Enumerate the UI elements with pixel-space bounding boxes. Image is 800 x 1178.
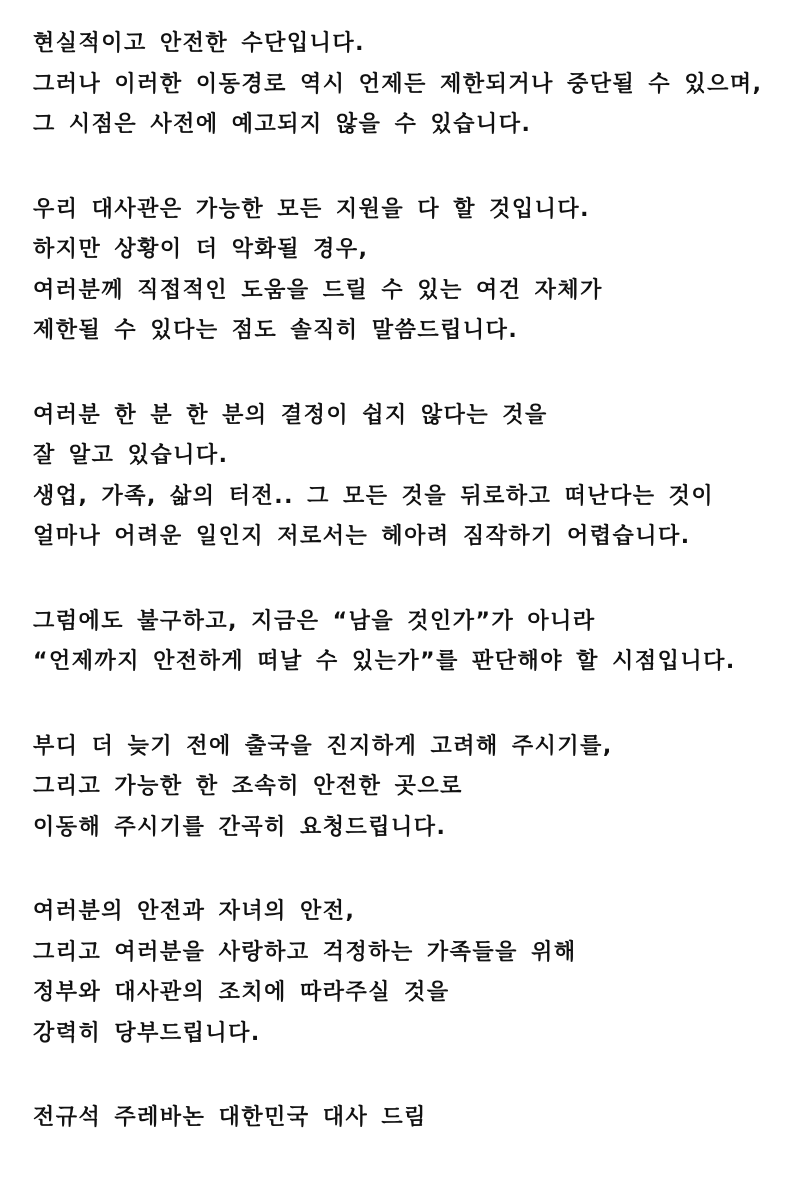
paragraph-1 <box>33 24 783 146</box>
text-line: 하지만 상황이 더 악화될 경우, <box>33 237 369 262</box>
text-line: 얼마나 어려운 일인지 저로서는 헤아려 짐작하기 어렵습니다. <box>33 524 691 549</box>
text-line: 이동해 주시기를 간곡히 요청드립니다. <box>33 814 447 840</box>
text-line: 여러분의 안전과 자녀의 안전, <box>33 899 356 924</box>
text-line: “언제까지 안전하게 떠날 수 있는가”를 판단해야 할 시점입니다. <box>33 649 736 674</box>
paragraph-4 <box>33 602 783 683</box>
text-line: 그럼에도 불구하고, 지금은 “남을 것인가”가 아니라 <box>33 608 596 634</box>
text-line: 부디 더 늦기 전에 출국을 진지하게 고려해 주시기를, <box>33 733 613 759</box>
text-line: 정부와 대사관의 조치에 따라주실 것을 <box>33 980 450 1005</box>
paragraph-5 <box>33 727 783 849</box>
paragraph-6 <box>33 892 783 1054</box>
text-line: 여러분 한 분 한 분의 결정이 쉽지 않다는 것을 <box>33 402 548 428</box>
signature-line: 전규석 주레바논 대한민국 대사 드림 <box>33 1105 427 1130</box>
paragraph-3 <box>33 396 783 558</box>
text-line: 강력히 당부드립니다. <box>33 1020 261 1046</box>
text-line: 현실적이고 안전한 수단입니다. <box>33 31 365 56</box>
text-line: 우리 대사관은 가능한 모든 지원을 다 할 것입니다. <box>33 196 591 222</box>
paragraph-2 <box>33 190 783 352</box>
text-line: 여러분께 직접적인 도움을 드릴 수 있는 여건 자체가 <box>33 277 603 303</box>
text-line: 그리고 가능한 한 조속히 안전한 곳으로 <box>33 774 463 799</box>
text-line: 그 시점은 사전에 예고되지 않을 수 있습니다. <box>33 112 532 137</box>
text-line: 잘 알고 있습니다. <box>33 443 229 468</box>
text-line: 그러나 이러한 이동경로 역시 언제든 제한되거나 중단될 수 있으며, <box>33 71 763 97</box>
text-line: 생업, 가족, 삶의 터전.. 그 모든 것을 뒤로하고 떠난다는 것이 <box>33 483 715 509</box>
text-line: 그리고 여러분을 사랑하고 걱정하는 가족들을 위해 <box>33 939 577 965</box>
signature <box>33 1098 783 1139</box>
text-line: 제한될 수 있다는 점도 솔직히 말씀드립니다. <box>33 318 519 343</box>
letter-body <box>33 24 783 1139</box>
